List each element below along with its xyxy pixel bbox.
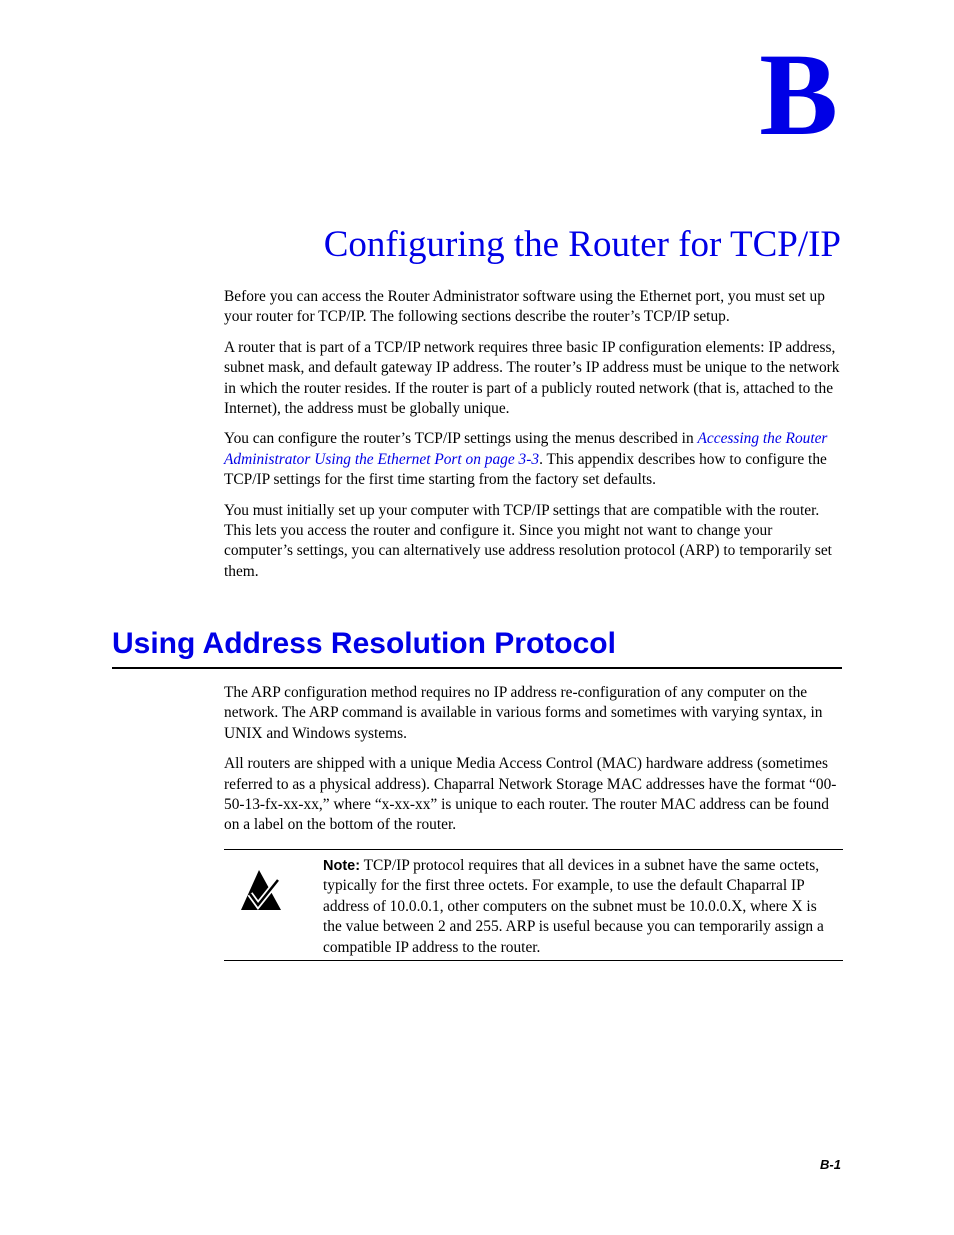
section-text [224, 683, 844, 846]
note-text [323, 856, 838, 958]
section-paragraph-2: All routers are shipped with a unique Media Access Control (MAC) hardware address (sometimes referred to as a physical address). Chaparral Network Storage MAC addresses have the format “00-50-13-fx-xx-xx,” where “x-xx-xx” is unique to each router. The router MAC address can be found on a label on the bottom of the router. [224, 755, 837, 834]
cross-reference-link[interactable]: Accessing the Router Administrator Using the Ethernet Port on page 3-3 [224, 430, 828, 468]
intro-text [224, 287, 844, 592]
intro-paragraph-3 [224, 429, 844, 490]
section-heading: Using Address Resolution Protocol [112, 623, 842, 669]
chapter-title: Configuring the Router for TCP/IP [323, 224, 841, 265]
note-checkmark-icon [239, 868, 283, 912]
intro-paragraph-3-tail: . This appendix describes how to configure the TCP/IP settings for the first time starting from the factory set defaults. [224, 450, 827, 489]
note-label: Note: [323, 858, 361, 874]
intro-paragraph-3-lead: You can configure the router’s TCP/IP settings using the menus described in [224, 430, 698, 448]
section-paragraph-1: The ARP configuration method requires no IP address re-configuration of any computer on the network. The ARP command is available in various forms and sometimes with varying syntax, in UNIX and Windows systems. [224, 684, 823, 742]
appendix-letter: B [759, 29, 838, 160]
note-box [224, 849, 843, 961]
intro-paragraph-2: A router that is part of a TCP/IP network requires three basic IP configuration elements: IP address, subnet mask, and default gateway IP address. The router’s IP address must be unique to the network in which the router resides. If the router is part of a publicly routed network (that is, attached to the Internet), the address must be globally unique. [224, 338, 840, 418]
intro-paragraph-1: Before you can access the Router Administrator software using the Ethernet port, you must set up your router for TCP/IP. The following sections describe the router’s TCP/IP setup. [224, 288, 825, 326]
intro-paragraph-4: You must initially set up your computer with TCP/IP settings that are compatible with the router. This lets you access the router and configure it. Since you might not want to change your computer’s settings, you can alternatively use address resolution protocol (ARP) to temporarily set them. [224, 501, 832, 580]
page-number: B-1 [820, 1157, 841, 1172]
note-body: TCP/IP protocol requires that all devices in a subnet have the same octets, typically for the first three octets. For example, to use the default Chaparral IP address of 10.0.0.1, other computers on the subnet must be 10.0.0.X, where X is the value between 2 and 255. ARP is useful because you can temporarily assign a compatible IP address to the router. [323, 857, 824, 956]
